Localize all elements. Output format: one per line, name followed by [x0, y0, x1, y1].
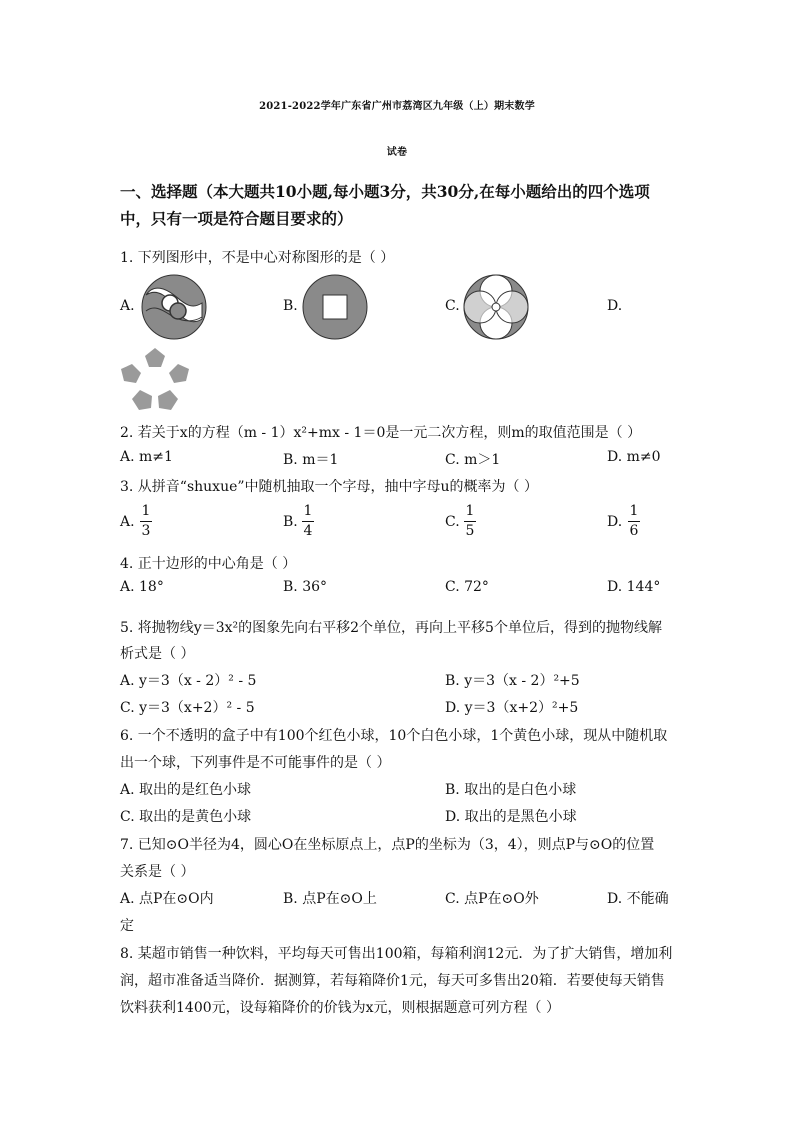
q4-option-b: B. 36° [283, 579, 328, 595]
q2-option-b: B. m＝1 [283, 452, 339, 468]
q3-denominator-c: 5 [465, 523, 475, 539]
q3-label-d: D. [607, 514, 623, 530]
q4-option-d: D. 144° [607, 579, 661, 595]
q1-label-d: D. [607, 298, 623, 314]
q5-option-b: B. y＝3（x - 2）²+5 [445, 673, 580, 689]
q2-option-c: C. m＞1 [445, 452, 501, 468]
q3-label-b: B. [283, 514, 298, 530]
q8-stem-line2: 润，超市准备适当降价．据测算，若每箱降价1元，每天可多售出20箱．若要使每天销售 [120, 973, 665, 989]
q3-fraction-c [464, 503, 476, 540]
q3-numerator-c: 1 [465, 503, 475, 519]
q8-stem-line3: 饮料获利1400元，设每箱降价的价钱为x元，则根据题意可列方程（ ） [120, 1000, 560, 1016]
q3-denominator-d: 6 [629, 523, 639, 539]
fraction-bar [302, 521, 314, 522]
exam-title-line2: 试卷 [386, 147, 408, 158]
q3-fraction-a [140, 503, 152, 540]
q3-fraction-d [628, 503, 640, 540]
q7-stem-line1: 7. 已知⊙O半径为4，圆心O在坐标原点上，点P的坐标为（3，4），则点P与⊙O的位置 [120, 837, 655, 853]
q7-stem-line2: 关系是（ ） [120, 864, 195, 880]
q6-option-a: A. 取出的是红色小球 [120, 782, 252, 798]
q3-label-c: C. [445, 514, 460, 530]
q8-stem-line1: 8. 某超市销售一种饮料，平均每天可售出100箱，每箱利润12元．为了扩大销售，增加利 [120, 946, 673, 962]
q2-option-a: A. m≠1 [120, 449, 173, 465]
q3-numerator-a: 1 [141, 503, 151, 519]
q7-option-a: A. 点P在⊙O内 [120, 891, 214, 907]
q5-stem-line1: 5. 将抛物线y＝3x²的图象先向右平移2个单位，再向上平移5个单位后，得到的抛物线解 [120, 620, 662, 636]
q3-denominator-b: 4 [303, 523, 313, 539]
q5-stem-line2: 析式是（ ） [120, 646, 195, 662]
q3-numerator-d: 1 [629, 503, 639, 519]
fraction-bar [464, 521, 476, 522]
q3-denominator-a: 3 [141, 523, 151, 539]
q6-stem-line1: 6. 一个不透明的盒子中有100个红色小球，10个白色小球，1个黄色小球，现从中随机取 [120, 728, 668, 744]
q1-figure-c-flower-icon [462, 273, 530, 341]
q6-option-c: C. 取出的是黄色小球 [120, 809, 252, 825]
q6-stem-line2: 出一个球，下列事件是不可能事件的是（ ） [120, 755, 391, 771]
q5-option-d: D. y＝3（x+2）²+5 [445, 700, 579, 716]
q1-figure-b-coin-icon [301, 273, 369, 341]
q3-label-a: A. [120, 514, 135, 530]
q7-option-d-wrap: 定 [120, 918, 134, 934]
q1-figure-a-yin-yang-icon [140, 273, 208, 341]
q7-option-c: C. 点P在⊙O外 [445, 891, 539, 907]
q6-option-d: D. 取出的是黑色小球 [445, 809, 577, 825]
q1-label-a: A. [120, 298, 135, 314]
q4-stem: 4. 正十边形的中心角是（ ） [120, 556, 297, 572]
q5-option-c: C. y＝3（x+2）² - 5 [120, 700, 255, 716]
q5-option-a: A. y＝3（x - 2）² - 5 [120, 673, 257, 689]
q3-fraction-b [302, 503, 314, 540]
q4-option-a: A. 18° [120, 579, 164, 595]
section-heading-line2: 中，只有一项是符合题目要求的） [120, 209, 353, 228]
q1-label-b: B. [283, 298, 298, 314]
exam-title-line1: 2021-2022学年广东省广州市荔湾区九年级（上）期末数学 [259, 101, 535, 112]
q7-option-d: D. 不能确 [607, 891, 669, 907]
q1-figure-d-pentagons-icon [118, 346, 192, 414]
q3-numerator-b: 1 [303, 503, 313, 519]
fraction-bar [140, 521, 152, 522]
q2-stem: 2. 若关于x的方程（m - 1）x²+mx - 1＝0是一元二次方程，则m的取值范围是（ ） [120, 425, 642, 441]
q1-stem: 1. 下列图形中，不是中心对称图形的是（ ） [120, 250, 395, 266]
fraction-bar [628, 521, 640, 522]
q3-stem: 3. 从拼音“shuxue”中随机抽取一个字母，抽中字母u的概率为（ ） [120, 479, 539, 495]
q7-option-b: B. 点P在⊙O上 [283, 891, 377, 907]
section-heading-line1: 一、选择题（本大题共10小题,每小题3分，共30分,在每小题给出的四个选项 [120, 182, 650, 201]
q1-label-c: C. [445, 298, 460, 314]
q4-option-c: C. 72° [445, 579, 489, 595]
q2-option-d: D. m≠0 [607, 449, 661, 465]
q6-option-b: B. 取出的是白色小球 [445, 782, 577, 798]
